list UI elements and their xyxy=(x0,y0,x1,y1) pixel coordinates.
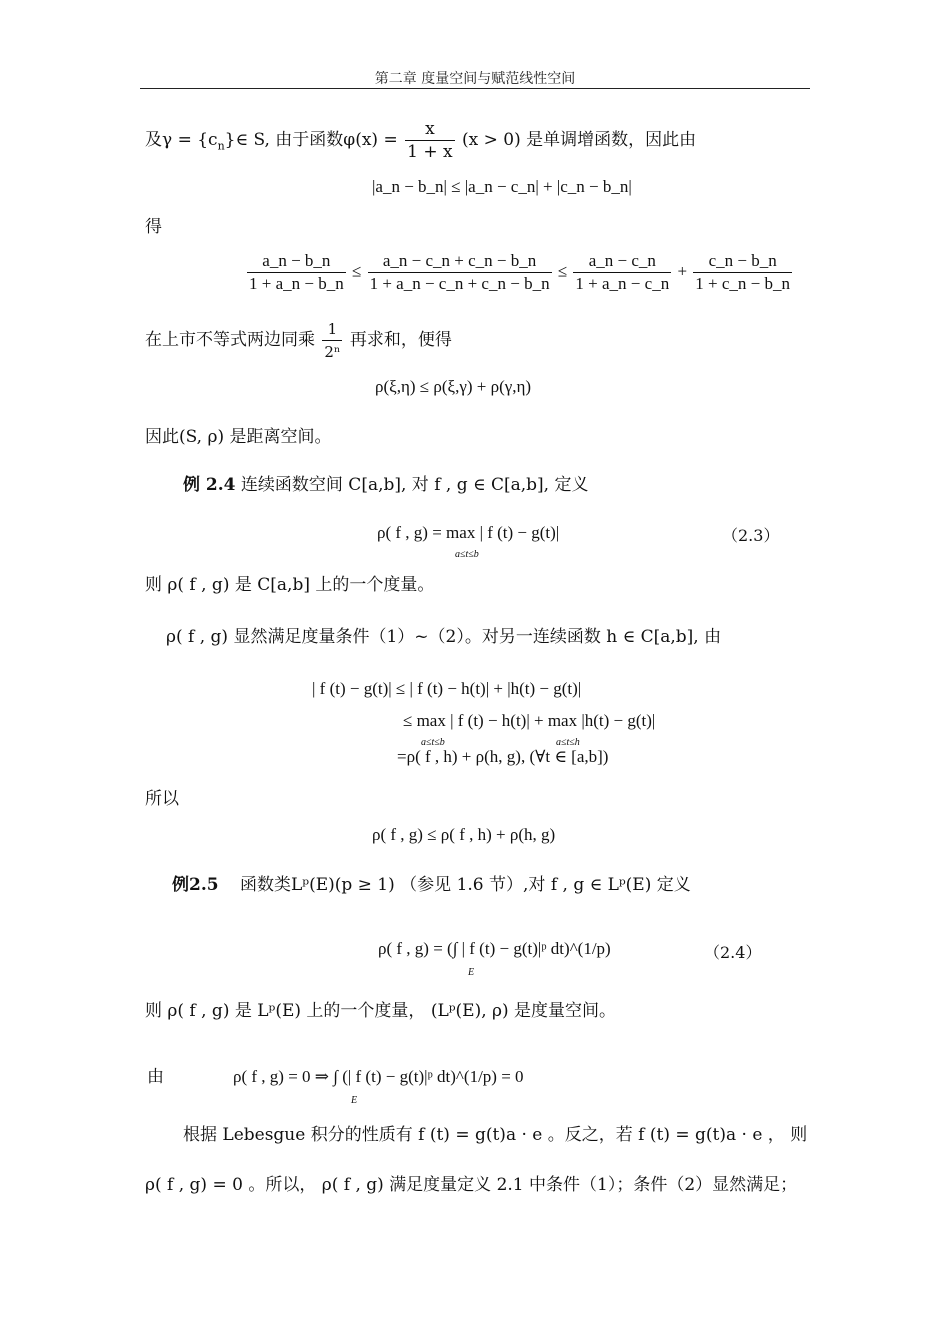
text-segment: 连续函数空间 C[a,b], 对 f , g ∈ C[a,b], 定义 xyxy=(240,475,589,495)
max-subscript-1: a≤t≤b xyxy=(421,737,445,748)
line-conclusion-metric-space: 因此(S, ρ) 是距离空间。 xyxy=(145,427,332,447)
text-segment: }∈ S, 由于函数φ(x) = xyxy=(224,130,398,150)
text-segment: 函数类Lᵖ(E)(p ≥ 1) （参见 1.6 节）,对 f , g ∈ Lᵖ(E) 定义 xyxy=(239,875,691,895)
line-lebesgue-property: 根据 Lebesgue 积分的性质有 f (t) = g(t)a · e 。反之，若 f (t) = g(t)a · e ， 则 xyxy=(183,1125,808,1145)
fraction-denominator: 2ⁿ xyxy=(324,343,341,361)
line-condition-satisfied: ρ( f , g) = 0 。所以， ρ( f , g) 满足度量定义 2.1 中条件（1）；条件（2）显然满足； xyxy=(145,1175,798,1195)
fraction-numerator: c_n − b_n xyxy=(693,250,792,273)
equation-chain-line-2 xyxy=(403,710,656,748)
fraction-3 xyxy=(573,250,671,295)
fraction-denominator: 1 + x xyxy=(407,142,453,162)
integral-subscript: E xyxy=(468,967,475,978)
fraction-numerator: a_n − b_n xyxy=(247,250,346,273)
equation-fraction-inequality xyxy=(245,250,794,295)
equation-number-2-4: （2.4） xyxy=(704,943,762,962)
subscript: n xyxy=(217,139,225,153)
integral-subscript: E xyxy=(351,1095,358,1106)
equation-2-4 xyxy=(378,938,611,978)
fraction-numerator: a_n − c_n + c_n − b_n xyxy=(368,250,552,273)
equation-body: ρ( f , g) = 0 ⇒ ∫ (| f (t) − g(t)|ᵖ dt)^(1/p) = 0 xyxy=(233,1067,524,1086)
fraction-numerator: a_n − c_n xyxy=(573,250,671,273)
equation-number-2-3: （2.3） xyxy=(722,526,780,545)
line-example-2-4-condition: ρ( f , g) 显然满足度量条件（1）~（2）。对另一连续函数 h ∈ C[a,b], 由 xyxy=(166,627,722,647)
line-example-2-5 xyxy=(172,874,691,896)
fraction-one-over-2n xyxy=(322,318,342,363)
line-example-2-4-conclusion: 则 ρ( f , g) 是 C[a,b] 上的一个度量。 xyxy=(145,575,435,595)
text-segment: (x > 0) 是单调增函数，因此由 xyxy=(462,130,697,150)
line-example-2-5-conclusion: 则 ρ( f , g) 是 Lᵖ(E) 上的一个度量， (Lᵖ(E), ρ) 是度量空间。 xyxy=(145,1001,617,1021)
example-label: 例 2.4 xyxy=(183,475,236,495)
plus-sign: + xyxy=(677,261,688,281)
fraction-denominator: 1 + c_n − b_n xyxy=(695,274,791,293)
equation-rho-triangle-2: ρ( f , g) ≤ ρ( f , h) + ρ(h, g) xyxy=(372,825,556,844)
max-subscript-2: a≤t≤h xyxy=(556,737,580,748)
fraction-1 xyxy=(247,250,346,295)
fraction-denominator: 1 + a_n − b_n xyxy=(249,274,344,293)
line-suoyi: 所以 xyxy=(145,789,179,809)
le-sign: ≤ xyxy=(351,261,362,281)
equation-chain-line-1: | f (t) − g(t)| ≤ | f (t) − h(t)| + |h(t) − g(t)| xyxy=(312,679,582,698)
line-de: 得 xyxy=(145,217,162,237)
max-subscript: a≤t≤b xyxy=(455,549,479,560)
equation-zero-implication xyxy=(233,1066,524,1106)
line-you: 由 xyxy=(147,1067,164,1087)
line-example-2-4 xyxy=(183,474,589,496)
equation-body: ρ( f , g) = max | f (t) − g(t)| xyxy=(377,523,560,542)
header-rule xyxy=(140,88,810,89)
fraction-denominator: 1 + a_n − c_n xyxy=(575,274,670,293)
fraction-x-over-1px xyxy=(405,118,454,163)
line-multiply xyxy=(145,318,452,363)
running-header: 第二章 度量空间与赋范线性空间 xyxy=(374,71,576,87)
line-gamma-definition xyxy=(145,118,696,163)
fraction-numerator: x xyxy=(405,118,454,141)
text-segment: 在上市不等式两边同乘 xyxy=(145,330,315,350)
text-segment: 及γ = {c xyxy=(145,130,218,150)
equation-body: ρ( f , g) = (∫ | f (t) − g(t)|ᵖ dt)^(1/p) xyxy=(378,939,611,958)
fraction-2 xyxy=(368,250,552,295)
equation-rho-triangle: ρ(ξ,η) ≤ ρ(ξ,γ) + ρ(γ,η) xyxy=(375,377,532,396)
fraction-denominator: 1 + a_n − c_n + c_n − b_n xyxy=(369,274,550,293)
fraction-4 xyxy=(693,250,792,295)
equation-triangle-inequality: |a_n − b_n| ≤ |a_n − c_n| + |c_n − b_n| xyxy=(372,177,632,196)
text-segment: 再求和，便得 xyxy=(349,330,452,350)
le-sign: ≤ xyxy=(557,261,568,281)
example-label: 例2.5 xyxy=(172,875,219,895)
equation-2-3 xyxy=(377,522,560,560)
equation-chain-line-3: =ρ( f , h) + ρ(h, g), (∀t ∈ [a,b]) xyxy=(397,747,609,766)
equation-body: ≤ max | f (t) − h(t)| + max |h(t) − g(t)| xyxy=(403,711,656,730)
fraction-numerator: 1 xyxy=(322,318,342,341)
